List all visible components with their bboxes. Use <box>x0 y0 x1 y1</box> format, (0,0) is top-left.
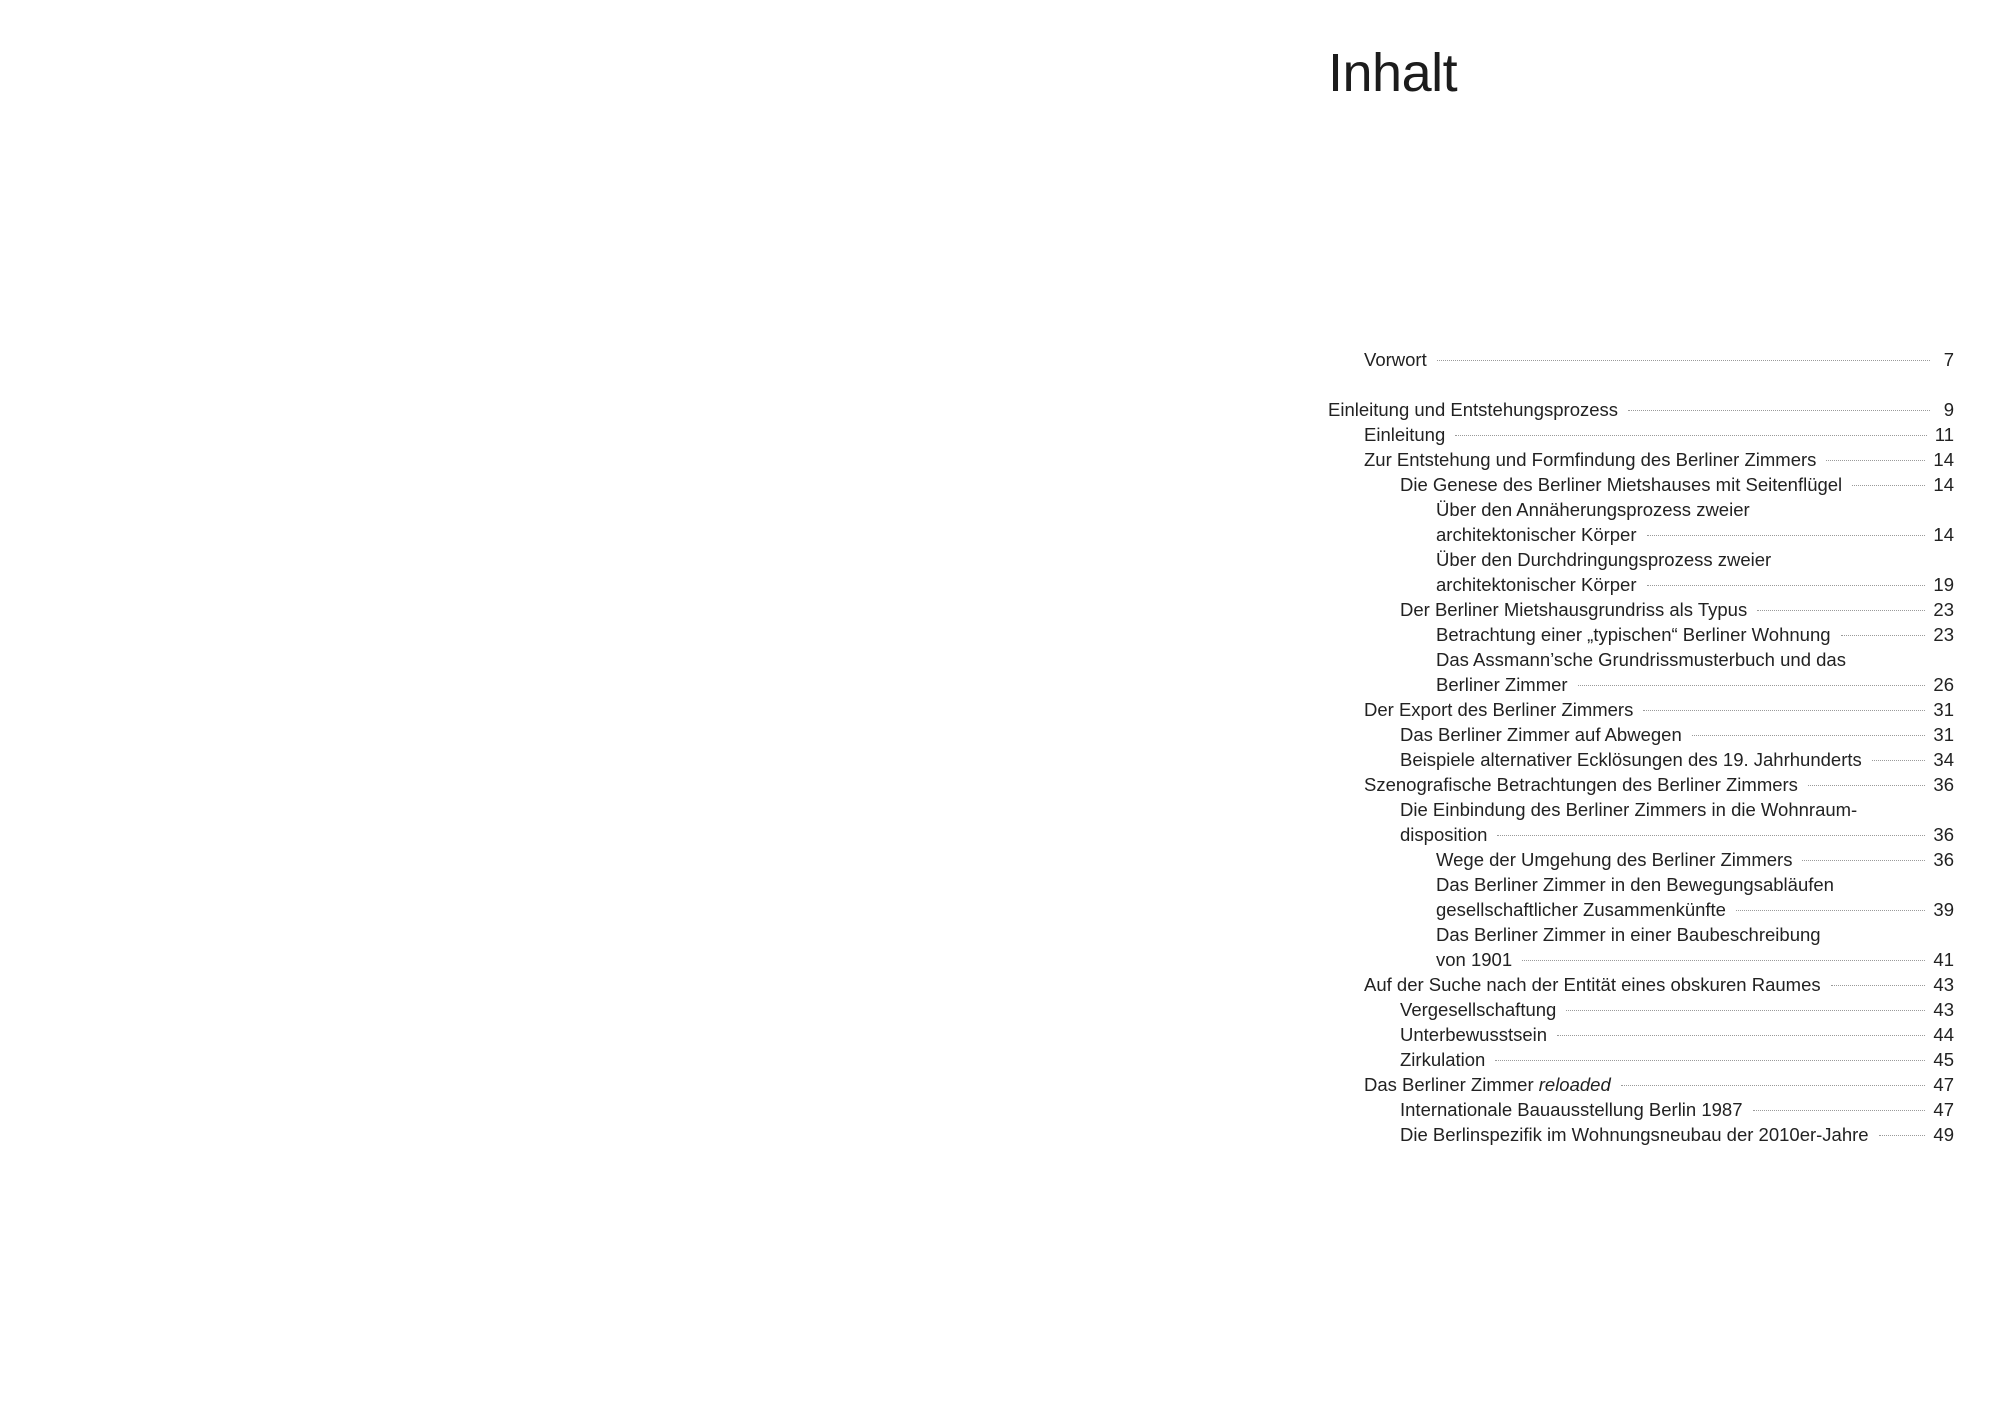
toc-entry-title-text: Berliner Zimmer <box>1436 674 1568 695</box>
toc-entry-title <box>1364 422 1445 447</box>
toc-spacer <box>1328 372 1954 397</box>
toc-page-number: 36 <box>1933 824 1954 845</box>
toc-page-number: 47 <box>1933 1074 1954 1095</box>
toc-entry-title <box>1364 697 1633 722</box>
toc-page-number: 41 <box>1933 949 1954 970</box>
toc-entry[interactable] <box>1328 1022 1954 1047</box>
dot-leader <box>1437 360 1930 361</box>
toc-entry-title-text: gesellschaftlicher Zusammenkünfte <box>1436 899 1726 920</box>
toc-entry[interactable] <box>1328 1047 1954 1072</box>
dot-leader <box>1826 460 1925 461</box>
toc-entry-title-text: Zirkulation <box>1400 1049 1486 1070</box>
dot-leader <box>1872 760 1926 761</box>
toc-entry-title-text: Betrachtung einer „typischen“ Berliner Wohnung <box>1436 624 1831 645</box>
toc-entry[interactable] <box>1328 422 1954 447</box>
dot-leader <box>1497 835 1925 836</box>
toc-page-number: 23 <box>1933 624 1954 645</box>
toc-entry[interactable] <box>1328 497 1954 547</box>
toc-entry[interactable] <box>1328 447 1954 472</box>
toc-entry[interactable] <box>1328 972 1954 997</box>
toc-entry-title-text: Vergesellschaftung <box>1400 999 1557 1020</box>
toc-page-number: 14 <box>1933 524 1954 545</box>
toc-page-number: 11 <box>1934 424 1954 445</box>
toc-page-number: 14 <box>1933 449 1954 470</box>
dot-leader <box>1495 1060 1925 1061</box>
toc-page-number: 23 <box>1933 599 1954 620</box>
toc-entry-title-text: Beispiele alternativer Ecklösungen des 19. Jahrhunderts <box>1400 749 1862 770</box>
toc-page-number: 9 <box>1943 399 1954 420</box>
toc-entry-title-text: Wege der Umgehung des Berliner Zimmers <box>1436 849 1793 870</box>
toc-page-number: 19 <box>1933 574 1954 595</box>
toc-entry-title-text: Die Genese des Berliner Mietshauses mit Seitenflügel <box>1400 474 1843 495</box>
toc-entry-title <box>1400 1097 1743 1122</box>
toc-entry[interactable] <box>1328 347 1954 372</box>
dot-leader <box>1692 735 1926 736</box>
toc-page-number: 49 <box>1933 1124 1954 1145</box>
dot-leader <box>1879 1135 1926 1136</box>
toc-entry-title-line: Die Einbindung des Berliner Zimmers in die Wohnraum- <box>1400 799 1858 820</box>
toc-entry[interactable] <box>1328 997 1954 1022</box>
toc-entry-title <box>1400 822 1487 847</box>
toc-entry[interactable] <box>1328 772 1954 797</box>
toc-entry-title-text: von 1901 <box>1436 949 1513 970</box>
toc-page-number: 47 <box>1933 1099 1954 1120</box>
toc-entry-title <box>1400 1047 1485 1072</box>
toc-entry[interactable] <box>1328 797 1954 847</box>
dot-leader <box>1522 960 1925 961</box>
toc-entry[interactable] <box>1328 1072 1954 1097</box>
toc-entry[interactable] <box>1328 622 1954 647</box>
toc-entry[interactable] <box>1328 747 1954 772</box>
toc-entry-title <box>1364 447 1816 472</box>
toc-entry[interactable] <box>1328 847 1954 872</box>
toc-entry-title-line: Über den Annäherungsprozess zweier <box>1436 499 1750 520</box>
toc-entry-title <box>1436 897 1726 922</box>
toc-page-number: 31 <box>1933 699 1954 720</box>
dot-leader <box>1831 985 1926 986</box>
toc-entry[interactable] <box>1328 472 1954 497</box>
dot-leader <box>1628 410 1930 411</box>
toc-page-number: 7 <box>1943 349 1954 370</box>
dot-leader <box>1802 860 1925 861</box>
toc-entry[interactable] <box>1328 1097 1954 1122</box>
dot-leader <box>1566 1010 1925 1011</box>
toc-entry-title-text: Das Berliner Zimmer auf Abwegen <box>1400 724 1682 745</box>
dot-leader <box>1757 610 1925 611</box>
toc-page-number: 45 <box>1933 1049 1954 1070</box>
toc-entry-title-line: Das Berliner Zimmer in einer Baubeschreibung <box>1436 924 1821 945</box>
dot-leader <box>1852 485 1925 486</box>
dot-leader <box>1736 910 1925 911</box>
toc-entry-title-line: Das Berliner Zimmer in den Bewegungsabläufen <box>1436 874 1834 895</box>
toc-entry-title-text: architektonischer Körper <box>1436 524 1637 545</box>
toc-entry-title <box>1364 347 1427 372</box>
toc-page-number: 39 <box>1933 899 1954 920</box>
toc-entry-title-text: Einleitung und Entstehungsprozess <box>1328 399 1619 420</box>
toc-page-number: 43 <box>1933 999 1954 1020</box>
toc-entry[interactable] <box>1328 547 1954 597</box>
toc-entry[interactable] <box>1328 697 1954 722</box>
table-of-contents <box>1328 347 1954 1147</box>
toc-entry-title-line: Über den Durchdringungsprozess zweier <box>1436 549 1772 570</box>
toc-page-number: 36 <box>1933 774 1954 795</box>
toc-entry-title <box>1328 397 1618 422</box>
dot-leader <box>1753 1110 1926 1111</box>
toc-entry-title-text: Die Berlinspezifik im Wohnungsneubau der 2010er-Jahre <box>1400 1124 1869 1145</box>
toc-entry-title-text: Einleitung <box>1364 424 1446 445</box>
toc-page-number: 14 <box>1933 474 1954 495</box>
toc-entry-title <box>1436 572 1637 597</box>
dot-leader <box>1647 585 1926 586</box>
toc-entry-title-text: Unterbewusstsein <box>1400 1024 1548 1045</box>
toc-entry[interactable] <box>1328 397 1954 422</box>
toc-entry-title-text: disposition <box>1400 824 1488 845</box>
dot-leader <box>1841 635 1926 636</box>
toc-entry-title-text: architektonischer Körper <box>1436 574 1637 595</box>
page-title: Inhalt <box>1328 43 1458 103</box>
toc-entry[interactable] <box>1328 597 1954 622</box>
dot-leader <box>1647 535 1926 536</box>
toc-entry-title <box>1400 997 1556 1022</box>
toc-entry-title-text: Internationale Bauausstellung Berlin 1987 <box>1400 1099 1743 1120</box>
toc-entry-title-text: Zur Entstehung und Formfindung des Berliner Zimmers <box>1364 449 1817 470</box>
dot-leader <box>1455 435 1927 436</box>
toc-page-number: 43 <box>1933 974 1954 995</box>
toc-entry-title-line: Das Assmann’sche Grundrissmusterbuch und das <box>1436 649 1846 670</box>
toc-entry-title <box>1400 1022 1547 1047</box>
toc-entry[interactable] <box>1328 1122 1954 1147</box>
toc-entry[interactable] <box>1328 647 1954 697</box>
toc-entry-title-text: Auf der Suche nach der Entität eines obskuren Raumes <box>1364 974 1821 995</box>
toc-page-number: 44 <box>1933 1024 1954 1045</box>
toc-entry-title <box>1400 472 1842 497</box>
dot-leader <box>1557 1035 1925 1036</box>
toc-entry-title-italic: reloaded <box>1538 1074 1611 1095</box>
toc-entry-title <box>1400 747 1862 772</box>
toc-entry-title <box>1436 847 1792 872</box>
toc-page-number: 31 <box>1933 724 1954 745</box>
toc-entry-title <box>1436 522 1637 547</box>
toc-entry-title <box>1364 1072 1611 1097</box>
toc-entry[interactable] <box>1328 722 1954 747</box>
toc-entry-title-text: Das Berliner Zimmer <box>1364 1074 1534 1095</box>
toc-page-number: 26 <box>1933 674 1954 695</box>
toc-entry-title <box>1436 947 1512 972</box>
toc-page-number: 34 <box>1933 749 1954 770</box>
toc-entry-title <box>1436 622 1831 647</box>
dot-leader <box>1643 710 1925 711</box>
toc-entry-title-text: Der Export des Berliner Zimmers <box>1364 699 1634 720</box>
toc-entry-title <box>1364 772 1798 797</box>
dot-leader <box>1808 785 1925 786</box>
dot-leader <box>1621 1085 1926 1086</box>
dot-leader <box>1578 685 1926 686</box>
toc-entry-title <box>1400 597 1747 622</box>
toc-entry[interactable] <box>1328 872 1954 922</box>
toc-entry-title <box>1400 722 1682 747</box>
toc-entry-title-text: Szenografische Betrachtungen des Berliner Zimmers <box>1364 774 1798 795</box>
toc-entry-title <box>1364 972 1821 997</box>
toc-entry-title <box>1400 1122 1869 1147</box>
toc-entry[interactable] <box>1328 922 1954 972</box>
toc-entry-title-text: Vorwort <box>1364 349 1427 370</box>
toc-entry-title <box>1436 672 1568 697</box>
toc-entry-title-text: Der Berliner Mietshausgrundriss als Typus <box>1400 599 1748 620</box>
toc-page-number: 36 <box>1933 849 1954 870</box>
